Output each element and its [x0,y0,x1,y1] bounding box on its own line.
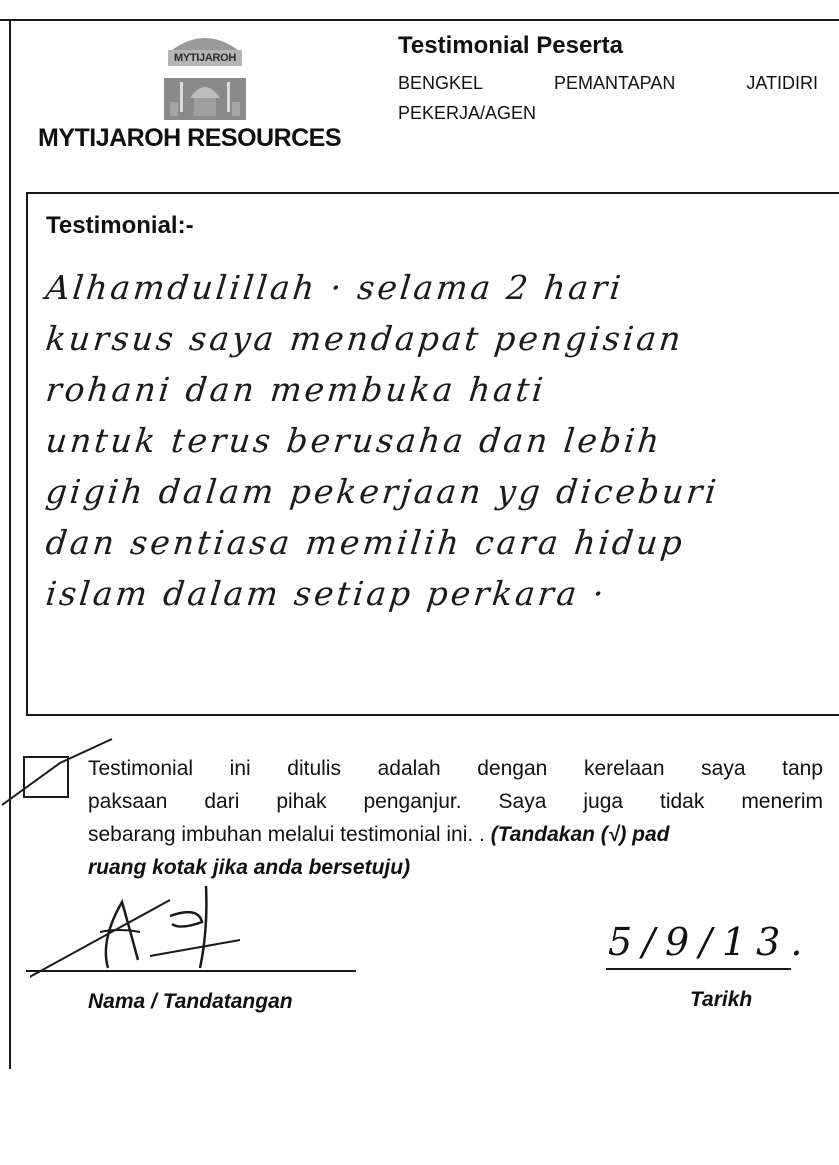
subtitle-word: BENGKEL [398,73,484,93]
signature-line [26,970,356,972]
handwritten-testimonial [43,262,836,619]
top-border [0,19,839,21]
subtitle-word: JATIDIRI [746,73,818,93]
consent-instruction-end: ruang kotak jika anda bersetuju) [88,856,411,879]
consent-statement [88,752,823,884]
date-label: Tarikh [690,988,753,1011]
handwritten-line: untuk terus berusaha dan lebih [43,421,665,460]
handwritten-line: kursus saya mendapat pengisian [43,319,686,358]
company-logo [160,32,250,120]
handwritten-line: dan sentiasa memilih cara hidup [43,523,687,562]
testimonial-label: Testimonial:- [46,212,194,239]
consent-line-text: sebarang imbuhan melalui testimonial ini. . [88,823,491,846]
mosque-logo-icon [160,32,250,120]
consent-line: paksaan dari pihak penganjur. Saya juga tidak menerim [88,790,823,813]
logo-text: MYTIJAROH [173,52,237,64]
consent-line [88,818,823,851]
company-name: MYTIJAROH RESOURCES [38,124,342,152]
date-line [606,968,791,970]
signature-icon [30,880,260,980]
subtitle-word: PEMANTAPAN [554,73,676,93]
handwritten-line: rohani dan membuka hati [43,370,548,409]
handwritten-line: Alhamdulillah · selama 2 hari [43,268,626,307]
handwritten-line: islam dalam setiap perkara · [43,574,609,613]
left-border [9,19,11,1069]
consent-instruction: (Tandakan (√) pad [490,823,670,846]
form-subtitle [398,68,828,128]
subtitle-line-2: PEKERJA/AGEN [398,103,537,123]
form-title: Testimonial Peserta [398,32,623,59]
handwritten-date: 5/9/13. [608,920,813,964]
consent-line: Testimonial ini ditulis adalah dengan kerelaan saya tanp [88,757,823,780]
name-signature-label: Nama / Tandatangan [88,990,293,1013]
handwritten-line: gigih dalam pekerjaan yg diceburi [43,472,721,511]
